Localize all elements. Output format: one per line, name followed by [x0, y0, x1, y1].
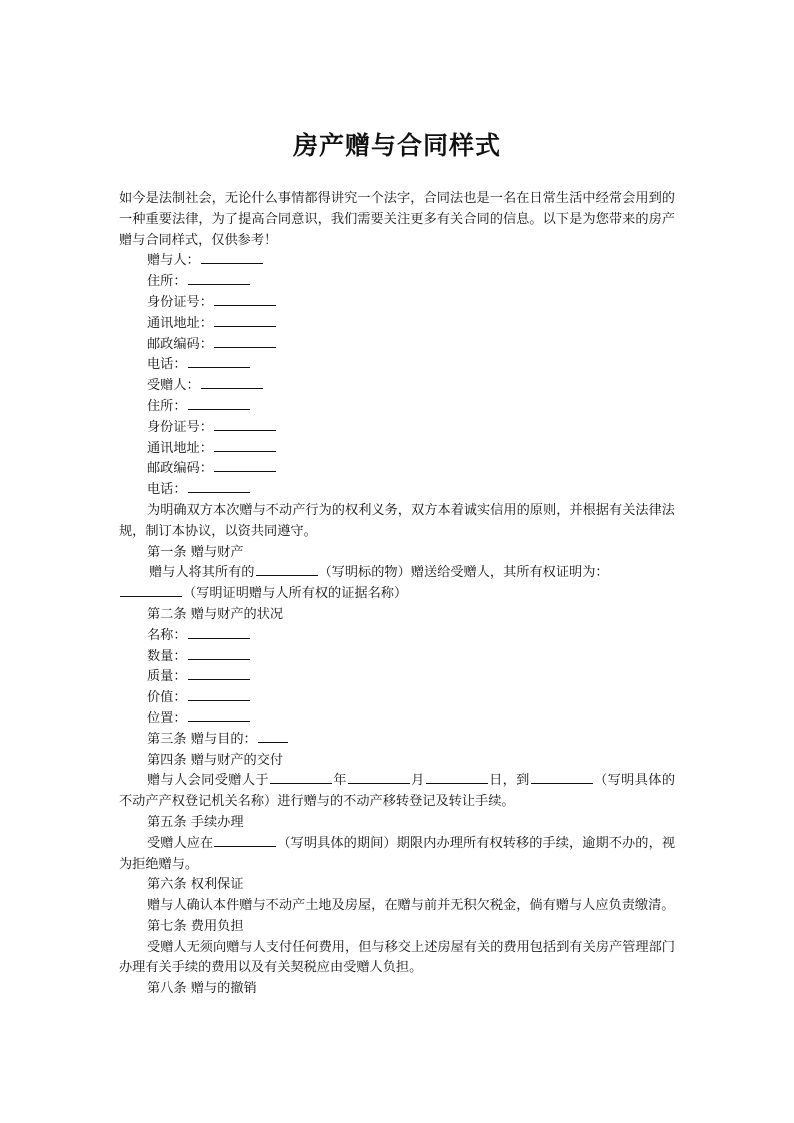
donor-phone-blank: [188, 355, 250, 368]
article-2-qty-blank: [188, 647, 250, 660]
donee-zip-blank: [214, 459, 276, 472]
article-2-value-label: 价值：: [147, 690, 187, 706]
article-7-text: 受赠人无须向赠与人支付任何费用，但与移交上述房屋有关的费用包括到有关房产管理部门办理有关手续的费用以及有关契税应由受赠人负担。: [119, 939, 675, 976]
article-5-period-blank: [214, 834, 276, 847]
donor-mail-label: 通讯地址：: [147, 315, 213, 331]
article-6-text: 赠与人确认本件赠与不动产土地及房屋，在赠与前并无积欠税金，倘有赠与人应负责缴清。: [147, 898, 675, 914]
article-2-name-label: 名称：: [147, 627, 187, 643]
donee-mail-label: 通讯地址：: [147, 440, 213, 456]
donee-mail-line: [119, 439, 675, 460]
article-4-text-a: 赠与人会同受赠人于: [147, 773, 269, 789]
article-2-title: 第二条 赠与财产的状况: [147, 606, 284, 622]
article-3-purpose-blank: [258, 730, 288, 743]
intro-paragraph: 如今是法制社会，无论什么事情都得讲究一个法字，合同法也是一名在日常生活中经常会用到的一种重要法律，为了提高合同意识，我们需要关注更多有关合同的信息。以下是为您带来的房产赠与合同样式，仅供参考！: [119, 191, 675, 248]
donee-id-line: [119, 418, 675, 439]
donor-name-blank: [201, 251, 263, 264]
donor-phone-line: [119, 355, 675, 376]
article-2-quality-line: [119, 667, 675, 688]
article-4-text: [119, 771, 675, 813]
donee-id-label: 身份证号：: [147, 419, 213, 435]
article-1-text-b: （写明标的物）赠送给受赠人，其所有权证明为：: [318, 565, 609, 581]
article-5-text-a: 受赠人应在: [147, 835, 214, 851]
article-4-day-blank: [426, 771, 488, 784]
donee-mail-blank: [214, 439, 276, 452]
donee-name-blank: [201, 376, 263, 389]
article-4-year-blank: [270, 771, 332, 784]
article-2-name-line: [119, 626, 675, 647]
article-3-title: 第三条 赠与目的：: [147, 731, 257, 747]
article-2-value-line: [119, 688, 675, 709]
article-1-title: 第一条 赠与财产: [147, 544, 244, 560]
article-2-value-blank: [188, 688, 250, 701]
article-7-title: 第七条 费用负担: [147, 918, 244, 934]
article-5-text: [119, 834, 675, 876]
donor-zip-label: 邮政编码：: [147, 336, 213, 352]
donee-name-line: [119, 376, 675, 397]
article-2-quality-label: 质量：: [147, 669, 187, 685]
donee-phone-blank: [188, 480, 250, 493]
article-4-text-b: （写明具体的不动产产权登记机关名称）进行赠与的不动产移转登记及转让手续。: [119, 773, 676, 810]
donee-zip-line: [119, 459, 675, 480]
donor-phone-label: 电话：: [147, 357, 187, 373]
article-2-location-label: 位置：: [147, 710, 187, 726]
article-4-year: 年: [332, 773, 347, 789]
article-5-title: 第五条 手续办理: [147, 814, 244, 830]
article-1-subject-blank: [256, 563, 318, 576]
donor-address-label: 住所：: [147, 274, 187, 290]
donee-address-blank: [188, 397, 250, 410]
donor-label: 赠与人：: [147, 253, 200, 269]
article-1-evidence-blank: [120, 584, 182, 597]
article-6-title: 第六条 权利保证: [147, 877, 244, 893]
article-2-quality-blank: [188, 667, 250, 680]
donee-address-label: 住所：: [147, 398, 187, 414]
article-1-text: [119, 563, 675, 584]
donee-phone-label: 电话：: [147, 482, 187, 498]
donor-id-label: 身份证号：: [147, 294, 213, 310]
article-1-text-a: 赠与人将其所有的: [149, 565, 255, 581]
donee-phone-line: [119, 480, 675, 501]
document-title: 房产赠与合同样式: [292, 131, 501, 160]
article-2-qty-line: [119, 647, 675, 668]
document-body: [119, 189, 675, 1000]
donor-id-line: [119, 293, 675, 314]
article-2-name-blank: [188, 626, 250, 639]
donor-id-blank: [214, 293, 276, 306]
donor-zip-line: [119, 335, 675, 356]
article-2-location-blank: [188, 709, 250, 722]
article-4-day: 日，到: [488, 773, 530, 789]
article-3-line: [119, 730, 675, 751]
article-1-text-cont: [119, 584, 675, 605]
article-2-qty-label: 数量：: [147, 648, 187, 664]
donor-mail-blank: [214, 314, 276, 327]
article-2-location-line: [119, 709, 675, 730]
article-5-text-b: （写明具体的期间）期限内办理所有权转移的手续，逾期不办的，视为拒绝赠与。: [119, 835, 676, 872]
donor-zip-blank: [214, 335, 276, 348]
article-1-text-c: （写明证明赠与人所有权的证据名称）: [183, 586, 408, 602]
donee-address-line: [119, 397, 675, 418]
article-4-month: 月: [410, 773, 425, 789]
donor-name-line: [119, 251, 675, 272]
preamble-paragraph: 为明确双方本次赠与不动产行为的权利义务，双方本着诚实信用的原则，并根据有关法律法规，制订本协议，以资共同遵守。: [119, 502, 675, 539]
article-4-month-blank: [348, 771, 410, 784]
donor-address-line: [119, 272, 675, 293]
donor-mail-line: [119, 314, 675, 335]
article-4-title: 第四条 赠与财产的交付: [147, 752, 284, 768]
donee-id-blank: [214, 418, 276, 431]
donor-address-blank: [188, 272, 250, 285]
donee-zip-label: 邮政编码：: [147, 461, 213, 477]
donee-label: 受赠人：: [147, 378, 200, 394]
article-4-office-blank: [531, 771, 593, 784]
article-8-title: 第八条 赠与的撤销: [147, 981, 257, 997]
